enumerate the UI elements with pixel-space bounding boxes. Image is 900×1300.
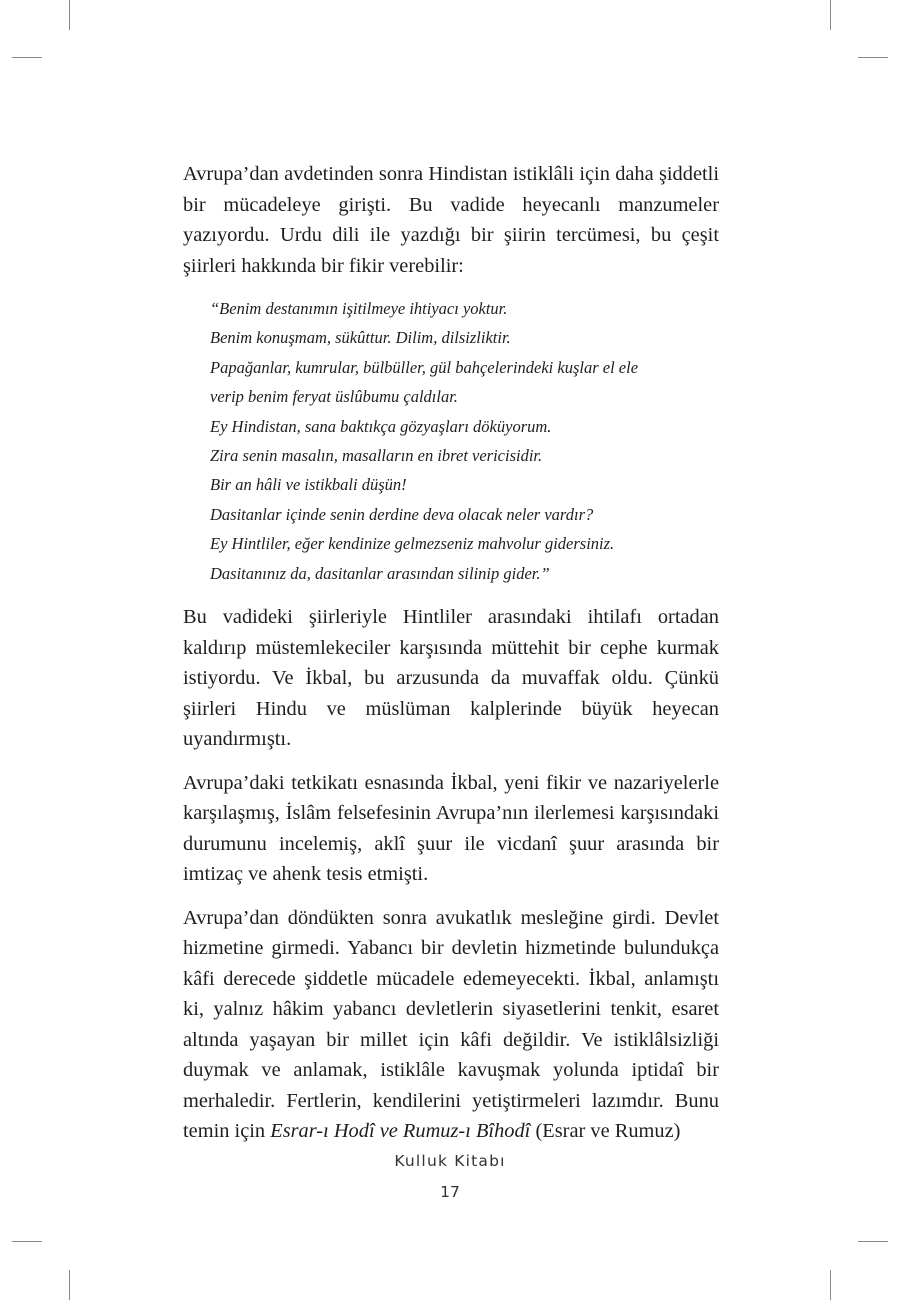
poem-line: “Benim destanımın işitilmeye ihtiyacı yoktur. — [210, 299, 508, 318]
poem-line: Dasitanınız da, dasitanlar arasından silinip gider.” — [210, 563, 550, 583]
paragraph: Avrupa’dan avdetinden sonra Hindistan istiklâli için daha şiddetli bir mücadeleye girişti. Bu vadide heyecanlı manzumeler yazıyordu. Urdu dili ile yazdığı bir şiirin tercümesi, bu çeşit şiirleri hakkında bir fikir verebilir: — [183, 163, 719, 277]
paragraph: Avrupa’daki tetkikatı esnasında İkbal, yeni fikir ve nazariyelerle karşılaşmış, İslâm felsefesinin Avrupa’nın ilerlemesi karşısındaki durumunu incelemiş, aklî şuur ile vicdanî şuur arasında bir imtizaç ve ahenk tesis etmişti. — [183, 771, 719, 886]
crop-mark — [69, 1270, 70, 1300]
poem-line: Dasitanlar içinde senin derdine deva olacak neler vardır? — [210, 504, 594, 524]
poem-quote — [210, 294, 719, 588]
crop-mark — [858, 1241, 888, 1242]
crop-mark — [830, 0, 831, 30]
crop-mark — [858, 57, 888, 58]
crop-mark — [69, 0, 70, 30]
paragraph-text: (Esrar ve Rumuz) — [535, 1120, 681, 1143]
book-title-italic: Esrar-ı Hodî ve Rumuz-ı Bîhodî — [270, 1120, 531, 1143]
paragraph-text: Avrupa’dan döndükten sonra avukatlık mesleğine girdi. Devlet hizmetine girmedi. Yabancı bir devletin hizmetinde bulundukça kâfi derecede şiddetle mücadele edemeyecekti. İkbal, anlamıştı ki, yalnız hâkim yabancı devletlerin siyasetlerini tenkit, esaret altında yaşayan bir millet için kâfi değildir. Ve istiklâlsizliği duymak ve anlamak, istiklâle kavuşmak yolunda iptidaî bir merhaledir. Fertlerin, kendilerini yetiştirmeleri lazımdır. Bunu temin için — [183, 906, 719, 1143]
paragraph — [183, 903, 719, 1147]
poem-line: Benim konuşmam, sükûttur. Dilim, dilsizliktir. — [210, 328, 511, 348]
poem-line: Bir an hâli ve istikbali düşün! — [210, 475, 407, 495]
crop-mark — [12, 57, 42, 58]
crop-mark — [12, 1241, 42, 1242]
crop-mark — [830, 1270, 831, 1300]
poem-line: Ey Hindistan, sana baktıkça gözyaşları döküyorum. — [210, 416, 552, 436]
poem-line: Zira senin masalın, masalların en ibret vericisidir. — [210, 446, 543, 466]
poem-line: Ey Hintliler, eğer kendinize gelmezseniz mahvolur gidersiniz. — [210, 534, 615, 554]
running-footer-title: Kulluk Kitabı — [394, 1152, 506, 1170]
poem-line: Papağanlar, kumrular, bülbüller, gül bahçelerindeki kuşlar el ele — [210, 357, 639, 377]
page-number: 17 — [440, 1183, 460, 1201]
paragraph: Bu vadideki şiirleriyle Hintliler arasındaki ihtilafı ortadan kaldırıp müstemlekeciler karşısında müttehit bir cephe kurmak istiyordu. Ve İkbal, bu arzusunda da muvaffak oldu. Çünkü şiirleri Hindu ve müslüman kalplerinde büyük heyecan uyandırmıştı. — [183, 606, 719, 751]
body-text — [183, 159, 719, 1160]
poem-line: verip benim feryat üslûbumu çaldılar. — [210, 387, 458, 407]
